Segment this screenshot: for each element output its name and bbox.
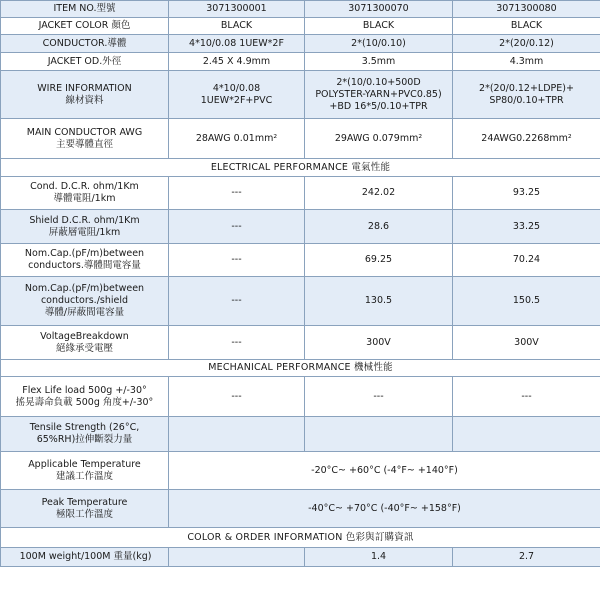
weight-value-cell-3 bbox=[453, 548, 600, 567]
electrical-value-cell-2 bbox=[305, 210, 453, 244]
electrical-row bbox=[1, 210, 600, 244]
spec-table-body bbox=[1, 1, 600, 567]
cell-text: Nom.Cap.(pF/m)between bbox=[24, 248, 145, 259]
tensile-value-cell-3 bbox=[453, 417, 600, 452]
electrical-value-cell-2 bbox=[305, 244, 453, 277]
electrical-row bbox=[1, 277, 600, 326]
electrical-value-cell-3 bbox=[453, 177, 600, 210]
spec-value-cell-2 bbox=[305, 53, 453, 71]
cell-text: 2.7 bbox=[518, 551, 535, 562]
electrical-section-title bbox=[1, 159, 600, 177]
cell-text: 主要導體直徑 bbox=[55, 138, 113, 150]
cell-text: 建議工作溫度 bbox=[55, 470, 113, 482]
cell-text: Applicable Temperature bbox=[28, 458, 141, 470]
electrical-row bbox=[1, 177, 600, 210]
cell-text: 2.45 X 4.9mm bbox=[202, 55, 271, 67]
spec-label-cell bbox=[1, 53, 169, 71]
cell-text: 28AWG 0.01mm² bbox=[195, 132, 278, 144]
electrical-value-cell-1 bbox=[169, 326, 305, 360]
cell-text: JACKET COLOR 顏色 bbox=[38, 20, 131, 31]
cell-text: 130.5 bbox=[364, 295, 393, 306]
cell-text: 24AWG0.2268mm² bbox=[481, 132, 572, 144]
weight-label-cell bbox=[1, 548, 169, 567]
cell-text: ITEM NO.型號 bbox=[53, 3, 116, 14]
cell-text: 93.25 bbox=[512, 187, 541, 198]
color-order-section-title bbox=[1, 528, 600, 548]
spec-value-cell-2 bbox=[305, 119, 453, 159]
cell-text: 2*(20/0.12) bbox=[499, 37, 554, 49]
electrical-value-cell-2 bbox=[305, 177, 453, 210]
cell-text: 1UEW*2F+PVC bbox=[200, 94, 273, 106]
model-cell-3 bbox=[453, 1, 600, 18]
cell-text: SP80/0.10+TPR bbox=[489, 94, 564, 106]
cell-text: Shield D.C.R. ohm/1Km bbox=[29, 214, 140, 226]
spec-value-cell-3 bbox=[453, 53, 600, 71]
cell-text: JACKET OD.外徑 bbox=[47, 55, 122, 67]
electrical-value-cell-1 bbox=[169, 277, 305, 326]
spec-row bbox=[1, 53, 600, 71]
applicable-temp-row bbox=[1, 452, 600, 490]
spec-value-cell-1 bbox=[169, 35, 305, 53]
cell-text: --- bbox=[373, 390, 384, 402]
cell-text: 搖晃壽命負載 500g 角度+/-30° bbox=[15, 396, 154, 408]
cell-text: 導體/屏蔽間電容量 bbox=[44, 307, 125, 318]
cell-text: 4*10/0.08 bbox=[212, 82, 261, 94]
tensile-row bbox=[1, 417, 600, 452]
cell-text: 242.02 bbox=[361, 187, 396, 198]
color-order-section-row bbox=[1, 528, 600, 548]
spec-row bbox=[1, 35, 600, 53]
cell-text: conductors.導體間電容量 bbox=[28, 260, 141, 271]
model-cell-2 bbox=[305, 1, 453, 18]
cell-text: 150.5 bbox=[512, 295, 541, 306]
cell-text: COLOR & ORDER INFORMATION 色彩與訂購資訊 bbox=[187, 531, 414, 543]
mechanical-section-row bbox=[1, 360, 600, 377]
electrical-row bbox=[1, 326, 600, 360]
cell-text: ELECTRICAL PERFORMANCE 電氣性能 bbox=[210, 161, 391, 173]
spec-value-cell-1 bbox=[169, 119, 305, 159]
cell-text: 300V bbox=[366, 336, 391, 348]
cell-text: 線材資料 bbox=[65, 94, 104, 106]
cell-text: --- bbox=[231, 254, 242, 265]
cell-text: 導體電阻/1km bbox=[53, 193, 116, 204]
weight-value-cell-2 bbox=[305, 548, 453, 567]
electrical-section-row bbox=[1, 159, 600, 177]
item-label-cell bbox=[1, 1, 169, 18]
cell-text: Peak Temperature bbox=[41, 496, 128, 508]
electrical-value-cell-3 bbox=[453, 210, 600, 244]
electrical-row bbox=[1, 244, 600, 277]
cell-text: 極限工作溫度 bbox=[55, 508, 113, 520]
spec-label-cell bbox=[1, 35, 169, 53]
flex-life-value-cell-2 bbox=[305, 377, 453, 417]
spec-row bbox=[1, 71, 600, 119]
cell-text: CONDUCTOR.導體 bbox=[42, 37, 127, 49]
spec-value-cell-3 bbox=[453, 71, 600, 119]
cell-text: 3071300080 bbox=[496, 3, 557, 14]
cell-text: 1.4 bbox=[370, 551, 387, 562]
electrical-label-cell bbox=[1, 244, 169, 277]
cell-text: POLYSTER-YARN+PVC0.85) bbox=[315, 88, 442, 100]
cell-text: WIRE INFORMATION bbox=[37, 82, 132, 94]
cell-text: --- bbox=[231, 336, 242, 348]
spec-value-cell-2 bbox=[305, 35, 453, 53]
electrical-value-cell-2 bbox=[305, 277, 453, 326]
cell-text: 4*10/0.08 1UEW*2F bbox=[189, 37, 284, 49]
electrical-value-cell-3 bbox=[453, 244, 600, 277]
cell-text: BLACK bbox=[220, 20, 253, 31]
spec-value-cell-1 bbox=[169, 53, 305, 71]
spec-row bbox=[1, 119, 600, 159]
cell-text: 4.3mm bbox=[509, 55, 544, 67]
spec-value-cell-1 bbox=[169, 71, 305, 119]
model-cell-1 bbox=[169, 1, 305, 18]
electrical-value-cell-1 bbox=[169, 244, 305, 277]
cell-text: 100M weight/100M 重量(kg) bbox=[19, 551, 152, 562]
cell-text: +BD 16*5/0.10+TPR bbox=[329, 100, 428, 112]
spec-value-cell-1 bbox=[169, 18, 305, 35]
spec-label-cell bbox=[1, 18, 169, 35]
applicable-temp-label-cell bbox=[1, 452, 169, 490]
cell-text: 33.25 bbox=[512, 220, 541, 232]
spec-row bbox=[1, 18, 600, 35]
electrical-label-cell bbox=[1, 277, 169, 326]
cell-text: --- bbox=[521, 390, 532, 402]
tensile-value-cell-1 bbox=[169, 417, 305, 452]
electrical-label-cell bbox=[1, 210, 169, 244]
electrical-label-cell bbox=[1, 177, 169, 210]
peak-temp-value-cell bbox=[169, 490, 600, 528]
cell-text: 2*(10/0.10) bbox=[351, 37, 406, 49]
electrical-value-cell-1 bbox=[169, 177, 305, 210]
cell-text: 2*(20/0.12+LDPE)+ bbox=[479, 82, 574, 94]
spec-value-cell-3 bbox=[453, 35, 600, 53]
cell-text: 70.24 bbox=[512, 254, 541, 265]
cell-text: -20°C~ +60°C (-4°F~ +140°F) bbox=[311, 464, 458, 476]
weight-value-cell-1 bbox=[169, 548, 305, 567]
cell-text: --- bbox=[231, 390, 242, 402]
spec-value-cell-3 bbox=[453, 18, 600, 35]
cell-text: Flex Life load 500g +/-30° bbox=[22, 384, 147, 396]
cell-text: 28.6 bbox=[367, 220, 390, 232]
cell-text: 29AWG 0.079mm² bbox=[334, 132, 423, 144]
flex-life-row bbox=[1, 377, 600, 417]
electrical-value-cell-1 bbox=[169, 210, 305, 244]
cell-text: -40°C~ +70°C (-40°F~ +158°F) bbox=[308, 502, 461, 514]
cell-text: 69.25 bbox=[364, 254, 393, 265]
cell-text: 3.5mm bbox=[361, 55, 396, 67]
cell-text: 65%RH)拉伸斷裂力量 bbox=[36, 434, 133, 445]
cell-text: BLACK bbox=[362, 20, 395, 31]
cell-text: 屏蔽層電阻/1km bbox=[48, 226, 121, 238]
cell-text: Nom.Cap.(pF/m)between bbox=[24, 283, 145, 294]
cell-text: 2*(10/0.10+500D bbox=[336, 76, 421, 88]
cell-text: conductors./shield bbox=[40, 295, 129, 306]
weight-row bbox=[1, 548, 600, 567]
mechanical-section-title bbox=[1, 360, 600, 377]
cell-text: BLACK bbox=[510, 20, 543, 31]
cell-text: 3071300070 bbox=[348, 3, 409, 14]
cell-text: VoltageBreakdown bbox=[40, 330, 129, 342]
cell-text: --- bbox=[231, 220, 242, 232]
peak-temp-row bbox=[1, 490, 600, 528]
cell-text: MECHANICAL PERFORMANCE 機械性能 bbox=[208, 362, 393, 373]
tensile-label-cell bbox=[1, 417, 169, 452]
electrical-value-cell-3 bbox=[453, 277, 600, 326]
electrical-label-cell bbox=[1, 326, 169, 360]
spec-label-cell bbox=[1, 119, 169, 159]
spec-value-cell-3 bbox=[453, 119, 600, 159]
cell-text: Cond. D.C.R. ohm/1Km bbox=[30, 181, 139, 192]
cell-text: --- bbox=[231, 187, 242, 198]
cell-text: Tensile Strength (26°C, bbox=[29, 422, 140, 433]
applicable-temp-value-cell bbox=[169, 452, 600, 490]
header-row bbox=[1, 1, 600, 18]
electrical-value-cell-2 bbox=[305, 326, 453, 360]
electrical-value-cell-3 bbox=[453, 326, 600, 360]
flex-life-label-cell bbox=[1, 377, 169, 417]
tensile-value-cell-2 bbox=[305, 417, 453, 452]
peak-temp-label-cell bbox=[1, 490, 169, 528]
spec-label-cell bbox=[1, 71, 169, 119]
flex-life-value-cell-3 bbox=[453, 377, 600, 417]
cell-text: --- bbox=[231, 295, 242, 306]
spec-value-cell-2 bbox=[305, 18, 453, 35]
cell-text: MAIN CONDUCTOR AWG bbox=[26, 126, 143, 138]
flex-life-value-cell-1 bbox=[169, 377, 305, 417]
cell-text: 300V bbox=[514, 336, 539, 348]
spec-value-cell-2 bbox=[305, 71, 453, 119]
cell-text: 絕緣承受電壓 bbox=[55, 342, 113, 354]
cell-text: 3071300001 bbox=[206, 3, 267, 14]
